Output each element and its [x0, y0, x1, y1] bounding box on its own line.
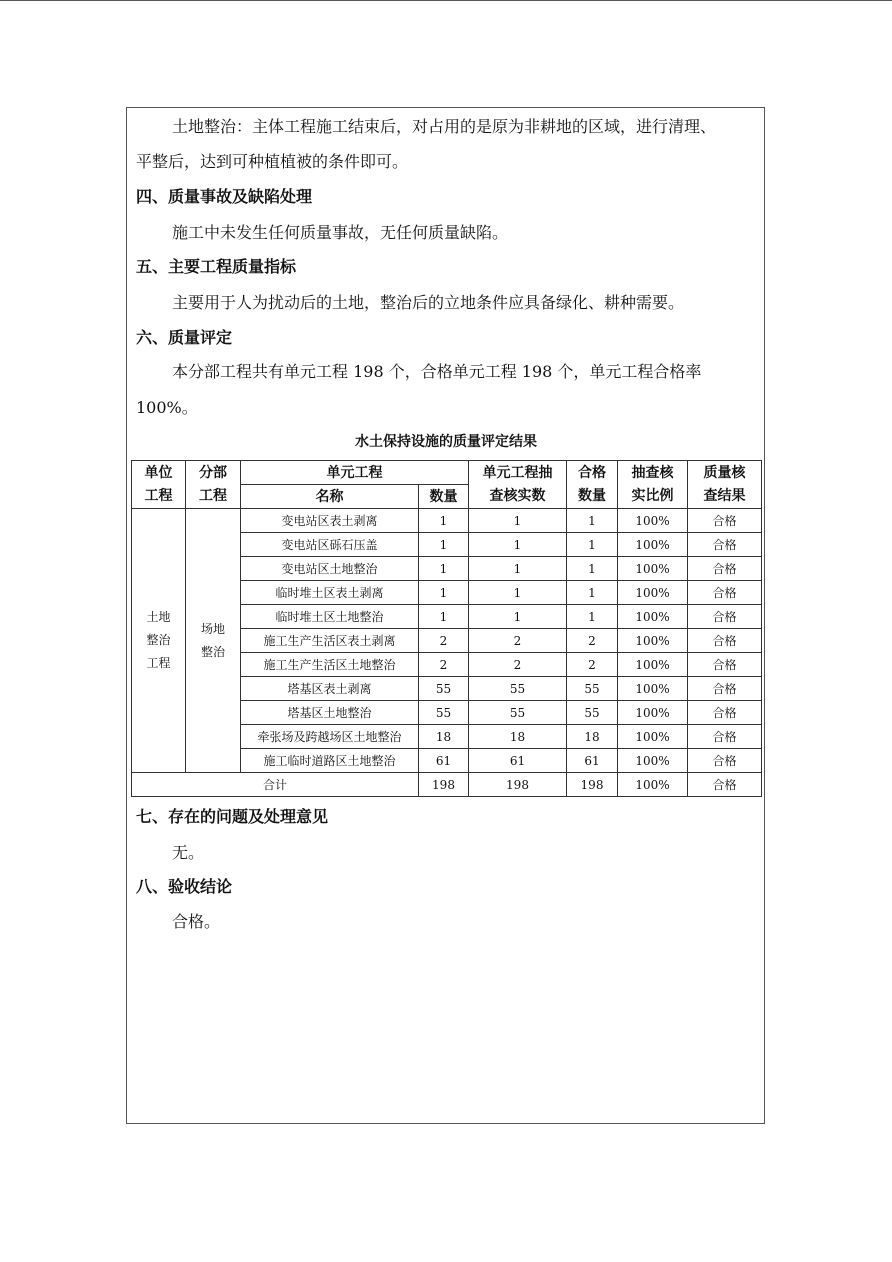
- row-qty: 2: [419, 653, 469, 677]
- row-ratio: 100%: [618, 605, 688, 629]
- row-qty: 61: [419, 749, 469, 773]
- row-name: 变电站区土地整治: [241, 557, 419, 581]
- row-name: 临时堆土区表土剥离: [241, 581, 419, 605]
- quality-results-table: [131, 460, 762, 797]
- table-row: [132, 509, 762, 533]
- row-result: 合格: [688, 653, 762, 677]
- row-sampled: 55: [469, 677, 567, 701]
- total-sampled: 198: [469, 773, 567, 797]
- section-4-heading: 四、质量事故及缺陷处理: [136, 187, 313, 206]
- row-qty: 1: [419, 605, 469, 629]
- section-4-body: 施工中未发生任何质量事故，无任何质量缺陷。: [172, 223, 509, 242]
- total-label: 合计: [132, 773, 419, 797]
- row-name: 施工临时道路区土地整治: [241, 749, 419, 773]
- row-sampled: 2: [469, 653, 567, 677]
- row-qty: 1: [419, 533, 469, 557]
- row-name: 塔基区土地整治: [241, 701, 419, 725]
- row-ratio: 100%: [618, 629, 688, 653]
- row-result: 合格: [688, 701, 762, 725]
- row-qualified: 1: [567, 509, 618, 533]
- row-qty: 55: [419, 701, 469, 725]
- row-qty: 1: [419, 509, 469, 533]
- row-ratio: 100%: [618, 725, 688, 749]
- row-name: 牵张场及跨越场区土地整治: [241, 725, 419, 749]
- row-qualified: 18: [567, 725, 618, 749]
- section-6-heading: 六、质量评定: [136, 328, 233, 347]
- row-name: 临时堆土区土地整治: [241, 605, 419, 629]
- section-6-body-line-2: 100%。: [136, 398, 198, 417]
- section-7-body: 无。: [172, 843, 205, 862]
- row-qty: 2: [419, 629, 469, 653]
- row-qualified: 1: [567, 557, 618, 581]
- division-cell: 场地 整治: [186, 509, 241, 773]
- section-8-body: 合格。: [172, 912, 221, 931]
- row-result: 合格: [688, 725, 762, 749]
- table-header-row-1: [132, 461, 762, 485]
- row-ratio: 100%: [618, 701, 688, 725]
- section-7-heading: 七、存在的问题及处理意见: [136, 807, 329, 826]
- section-5-body: 主要用于人为扰动后的土地，整治后的立地条件应具备绿化、耕种需要。: [172, 293, 685, 312]
- row-qualified: 61: [567, 749, 618, 773]
- section-8-heading: 八、验收结论: [136, 877, 233, 896]
- row-result: 合格: [688, 533, 762, 557]
- header-element-project: 单元工程: [241, 461, 469, 485]
- row-qualified: 1: [567, 605, 618, 629]
- total-qty: 198: [419, 773, 469, 797]
- row-qualified: 55: [567, 701, 618, 725]
- row-name: 施工生产生活区土地整治: [241, 653, 419, 677]
- top-border-line: [0, 0, 892, 1]
- row-sampled: 1: [469, 605, 567, 629]
- row-name: 变电站区砾石压盖: [241, 533, 419, 557]
- row-qualified: 2: [567, 653, 618, 677]
- section-6-body-line-1: 本分部工程共有单元工程 198 个，合格单元工程 198 个，单元工程合格率: [172, 362, 702, 381]
- table-caption: 水土保持设施的质量评定结果: [355, 434, 537, 450]
- row-sampled: 1: [469, 581, 567, 605]
- row-sampled: 2: [469, 629, 567, 653]
- section-5-heading: 五、主要工程质量指标: [136, 257, 297, 276]
- row-result: 合格: [688, 677, 762, 701]
- header-qualified-count: 合格 数量: [567, 461, 618, 509]
- row-name: 施工生产生活区表土剥离: [241, 629, 419, 653]
- row-sampled: 55: [469, 701, 567, 725]
- row-ratio: 100%: [618, 677, 688, 701]
- row-qualified: 2: [567, 629, 618, 653]
- row-name: 塔基区表土剥离: [241, 677, 419, 701]
- row-ratio: 100%: [618, 749, 688, 773]
- row-name: 变电站区表土剥离: [241, 509, 419, 533]
- header-sample-ratio: 抽查核 实比例: [618, 461, 688, 509]
- row-qualified: 55: [567, 677, 618, 701]
- row-qualified: 1: [567, 581, 618, 605]
- row-result: 合格: [688, 629, 762, 653]
- header-quantity: 数量: [419, 485, 469, 509]
- total-result: 合格: [688, 773, 762, 797]
- row-sampled: 18: [469, 725, 567, 749]
- row-result: 合格: [688, 605, 762, 629]
- header-name: 名称: [241, 485, 419, 509]
- land-rehab-line-2: 平整后，达到可种植植被的条件即可。: [136, 152, 409, 171]
- row-ratio: 100%: [618, 557, 688, 581]
- row-ratio: 100%: [618, 581, 688, 605]
- total-qualified: 198: [567, 773, 618, 797]
- header-check-result: 质量核 查结果: [688, 461, 762, 509]
- row-ratio: 100%: [618, 653, 688, 677]
- row-sampled: 61: [469, 749, 567, 773]
- row-qty: 55: [419, 677, 469, 701]
- header-unit-project: 单位 工程: [132, 461, 186, 509]
- header-sampled-count: 单元工程抽 查核实数: [469, 461, 567, 509]
- row-ratio: 100%: [618, 509, 688, 533]
- row-ratio: 100%: [618, 533, 688, 557]
- total-ratio: 100%: [618, 773, 688, 797]
- header-division: 分部 工程: [186, 461, 241, 509]
- row-result: 合格: [688, 581, 762, 605]
- row-qty: 18: [419, 725, 469, 749]
- row-sampled: 1: [469, 533, 567, 557]
- unit-project-cell: 土地 整治 工程: [132, 509, 186, 773]
- row-sampled: 1: [469, 557, 567, 581]
- row-result: 合格: [688, 749, 762, 773]
- row-result: 合格: [688, 509, 762, 533]
- table-total-row: [132, 773, 762, 797]
- row-qty: 1: [419, 581, 469, 605]
- row-sampled: 1: [469, 509, 567, 533]
- row-qty: 1: [419, 557, 469, 581]
- row-result: 合格: [688, 557, 762, 581]
- land-rehab-line-1: 土地整治：主体工程施工结束后，对占用的是原为非耕地的区域，进行清理、: [172, 117, 717, 136]
- row-qualified: 1: [567, 533, 618, 557]
